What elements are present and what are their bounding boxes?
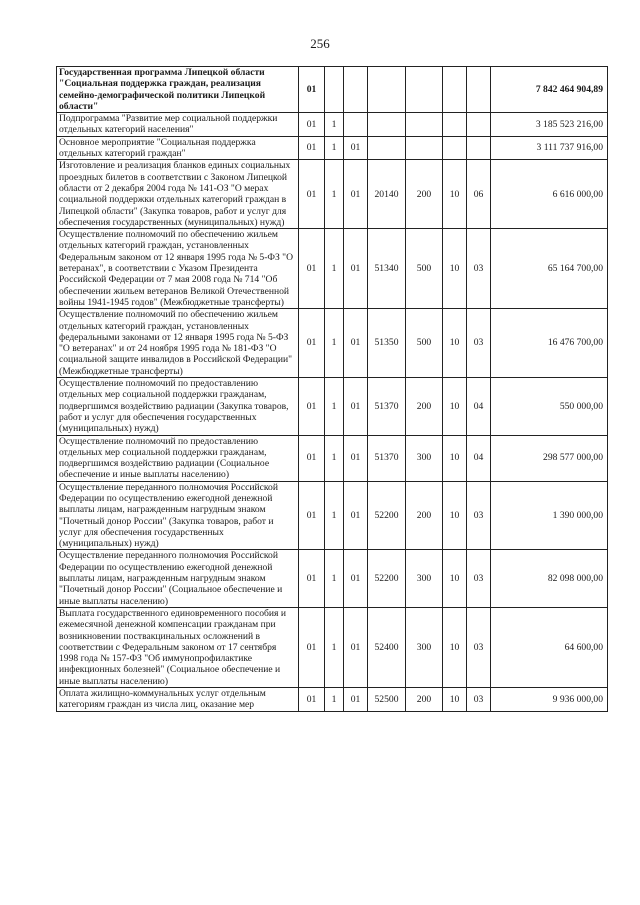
main-activity-code-cell: 01 bbox=[344, 435, 368, 481]
section-code-cell bbox=[443, 67, 467, 113]
table-row bbox=[57, 229, 608, 309]
program-code-cell: 01 bbox=[299, 67, 325, 113]
direction-code-cell: 52200 bbox=[368, 481, 406, 550]
expense-type-cell: 200 bbox=[406, 688, 443, 712]
subsection-code-cell bbox=[467, 67, 491, 113]
direction-code-cell: 52400 bbox=[368, 607, 406, 687]
amount-cell: 298 577 000,00 bbox=[491, 435, 608, 481]
program-code-cell: 01 bbox=[299, 481, 325, 550]
table-row bbox=[57, 113, 608, 137]
table-row bbox=[57, 378, 608, 435]
subprogram-code-cell: 1 bbox=[325, 688, 344, 712]
subsection-code-cell: 03 bbox=[467, 550, 491, 607]
table-row bbox=[57, 435, 608, 481]
section-code-cell: 10 bbox=[443, 550, 467, 607]
amount-cell: 550 000,00 bbox=[491, 378, 608, 435]
direction-code-cell: 51370 bbox=[368, 378, 406, 435]
expense-type-cell: 200 bbox=[406, 378, 443, 435]
subsection-code-cell bbox=[467, 136, 491, 160]
row-name-cell: Осуществление полномочий по обеспечению жильем отдельных категорий граждан, установленных Федеральным законом от 12 января 1995 года № 5-ФЗ "О ветеранах", в соответствии с Указом Президента Российской Федерации от 7 мая 2008 года № 714 "Об обеспечении жильем ветеранов Великой Отечественной войны 1941-1945 годов" (Межбюджетные трансферты) bbox=[57, 229, 299, 309]
subprogram-code-cell: 1 bbox=[325, 481, 344, 550]
program-code-cell: 01 bbox=[299, 136, 325, 160]
main-activity-code-cell: 01 bbox=[344, 550, 368, 607]
table-row bbox=[57, 481, 608, 550]
table-row bbox=[57, 309, 608, 378]
expense-type-cell bbox=[406, 113, 443, 137]
expense-type-cell bbox=[406, 67, 443, 113]
subprogram-code-cell bbox=[325, 67, 344, 113]
subprogram-code-cell: 1 bbox=[325, 160, 344, 229]
amount-cell: 3 111 737 916,00 bbox=[491, 136, 608, 160]
row-name-cell: Основное мероприятие "Социальная поддержка отдельных категорий граждан" bbox=[57, 136, 299, 160]
subprogram-code-cell: 1 bbox=[325, 113, 344, 137]
row-name-cell: Осуществление полномочий по обеспечению жильем отдельных категорий граждан, установленных федеральными законами от 12 января 1995 года № 5-ФЗ "О ветеранах" и от 24 ноября 1995 года № 181-ФЗ "О социальной защите инвалидов в Российской Федерации" (Межбюджетные трансферты) bbox=[57, 309, 299, 378]
subsection-code-cell: 06 bbox=[467, 160, 491, 229]
section-code-cell bbox=[443, 136, 467, 160]
section-code-cell: 10 bbox=[443, 378, 467, 435]
direction-code-cell bbox=[368, 67, 406, 113]
main-activity-code-cell bbox=[344, 113, 368, 137]
table-row bbox=[57, 67, 608, 113]
page-number: 256 bbox=[310, 36, 330, 51]
main-activity-code-cell: 01 bbox=[344, 309, 368, 378]
expense-type-cell: 300 bbox=[406, 607, 443, 687]
direction-code-cell: 51350 bbox=[368, 309, 406, 378]
program-code-cell: 01 bbox=[299, 435, 325, 481]
row-name-cell: Изготовление и реализация бланков единых социальных проездных билетов в соответствии с Законом Липецкой области от 2 декабря 2004 года № 141-ОЗ "О мерах социальной поддержки отдельных категорий граждан в Липецкой области" (Закупка товаров, работ и услуг для обеспечения государственных (муниципальных) нужд) bbox=[57, 160, 299, 229]
subprogram-code-cell: 1 bbox=[325, 550, 344, 607]
subprogram-code-cell: 1 bbox=[325, 435, 344, 481]
amount-cell: 3 185 523 216,00 bbox=[491, 113, 608, 137]
program-code-cell: 01 bbox=[299, 550, 325, 607]
program-code-cell: 01 bbox=[299, 607, 325, 687]
section-code-cell: 10 bbox=[443, 309, 467, 378]
subsection-code-cell: 03 bbox=[467, 481, 491, 550]
table-row bbox=[57, 136, 608, 160]
table-row bbox=[57, 688, 608, 712]
subsection-code-cell bbox=[467, 113, 491, 137]
expense-type-cell: 200 bbox=[406, 160, 443, 229]
direction-code-cell: 52500 bbox=[368, 688, 406, 712]
main-activity-code-cell: 01 bbox=[344, 378, 368, 435]
subsection-code-cell: 03 bbox=[467, 688, 491, 712]
direction-code-cell: 20140 bbox=[368, 160, 406, 229]
amount-cell: 16 476 700,00 bbox=[491, 309, 608, 378]
direction-code-cell bbox=[368, 113, 406, 137]
expense-type-cell: 300 bbox=[406, 550, 443, 607]
direction-code-cell: 51370 bbox=[368, 435, 406, 481]
subsection-code-cell: 04 bbox=[467, 378, 491, 435]
amount-cell: 7 842 464 904,89 bbox=[491, 67, 608, 113]
section-code-cell: 10 bbox=[443, 160, 467, 229]
program-code-cell: 01 bbox=[299, 309, 325, 378]
table-row bbox=[57, 607, 608, 687]
subsection-code-cell: 04 bbox=[467, 435, 491, 481]
expense-type-cell: 300 bbox=[406, 435, 443, 481]
section-code-cell: 10 bbox=[443, 435, 467, 481]
program-code-cell: 01 bbox=[299, 378, 325, 435]
row-name-cell: Осуществление переданного полномочия Российской Федерации по осуществлению ежегодной денежной выплаты лицам, награжденным нагрудным знаком "Почетный донор России" (Социальное обеспечение и иные выплаты населению) bbox=[57, 550, 299, 607]
row-name-cell: Подпрограмма "Развитие мер социальной поддержки отдельных категорий населения" bbox=[57, 113, 299, 137]
main-activity-code-cell: 01 bbox=[344, 160, 368, 229]
amount-cell: 6 616 000,00 bbox=[491, 160, 608, 229]
main-activity-code-cell: 01 bbox=[344, 607, 368, 687]
subprogram-code-cell: 1 bbox=[325, 229, 344, 309]
program-code-cell: 01 bbox=[299, 688, 325, 712]
main-activity-code-cell: 01 bbox=[344, 136, 368, 160]
amount-cell: 9 936 000,00 bbox=[491, 688, 608, 712]
direction-code-cell: 51340 bbox=[368, 229, 406, 309]
section-code-cell: 10 bbox=[443, 229, 467, 309]
row-name-cell: Осуществление полномочий по предоставлению отдельных мер социальной поддержки гражданам, подвергшимся воздействию радиации (Социальное обеспечение и иные выплаты населению) bbox=[57, 435, 299, 481]
row-name-cell: Государственная программа Липецкой области "Социальная поддержка граждан, реализация семейно-демографической политики Липецкой области" bbox=[57, 67, 299, 113]
amount-cell: 82 098 000,00 bbox=[491, 550, 608, 607]
amount-cell: 1 390 000,00 bbox=[491, 481, 608, 550]
subprogram-code-cell: 1 bbox=[325, 378, 344, 435]
program-code-cell: 01 bbox=[299, 160, 325, 229]
table-row bbox=[57, 550, 608, 607]
subprogram-code-cell: 1 bbox=[325, 607, 344, 687]
subsection-code-cell: 03 bbox=[467, 229, 491, 309]
expense-type-cell: 200 bbox=[406, 481, 443, 550]
main-activity-code-cell: 01 bbox=[344, 688, 368, 712]
main-activity-code-cell: 01 bbox=[344, 481, 368, 550]
subprogram-code-cell: 1 bbox=[325, 309, 344, 378]
row-name-cell: Оплата жилищно-коммунальных услуг отдельным категориям граждан из числа лиц, оказание мер bbox=[57, 688, 299, 712]
direction-code-cell: 52200 bbox=[368, 550, 406, 607]
section-code-cell bbox=[443, 113, 467, 137]
amount-cell: 64 600,00 bbox=[491, 607, 608, 687]
section-code-cell: 10 bbox=[443, 688, 467, 712]
row-name-cell: Осуществление переданного полномочия Российской Федерации по осуществлению ежегодной денежной выплаты лицам, награжденным нагрудным знаком "Почетный донор России" (Закупка товаров, работ и услуг для обеспечения государственных (муниципальных) нужд) bbox=[57, 481, 299, 550]
row-name-cell: Выплата государственного единовременного пособия и ежемесячной денежной компенсации гражданам при возникновении поствакцинальных осложнений в соответствии с Федеральным законом от 17 сентября 1998 года № 157-ФЗ "Об иммунопрофилактике инфекционных болезней" (Социальное обеспечение и иные выплаты населению) bbox=[57, 607, 299, 687]
expense-type-cell: 500 bbox=[406, 309, 443, 378]
main-activity-code-cell: 01 bbox=[344, 229, 368, 309]
section-code-cell: 10 bbox=[443, 607, 467, 687]
main-activity-code-cell bbox=[344, 67, 368, 113]
expense-type-cell bbox=[406, 136, 443, 160]
section-code-cell: 10 bbox=[443, 481, 467, 550]
direction-code-cell bbox=[368, 136, 406, 160]
expense-type-cell: 500 bbox=[406, 229, 443, 309]
program-code-cell: 01 bbox=[299, 113, 325, 137]
subsection-code-cell: 03 bbox=[467, 607, 491, 687]
amount-cell: 65 164 700,00 bbox=[491, 229, 608, 309]
row-name-cell: Осуществление полномочий по предоставлению отдельных мер социальной поддержки гражданам, подвергшимся воздействию радиации (Закупка товаров, работ и услуг для обеспечения государственных (муниципальных) нужд) bbox=[57, 378, 299, 435]
table-row bbox=[57, 160, 608, 229]
budget-table bbox=[56, 66, 608, 712]
subsection-code-cell: 03 bbox=[467, 309, 491, 378]
subprogram-code-cell: 1 bbox=[325, 136, 344, 160]
program-code-cell: 01 bbox=[299, 229, 325, 309]
